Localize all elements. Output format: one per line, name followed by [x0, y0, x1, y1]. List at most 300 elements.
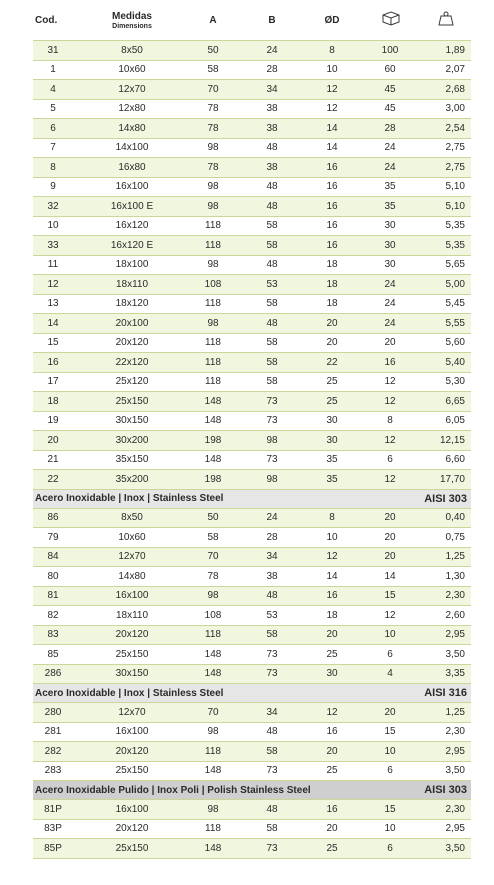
- cell-od: 10: [305, 528, 359, 548]
- cell-medidas: 8x50: [77, 41, 187, 61]
- table-row: [33, 431, 471, 451]
- table-row: [33, 508, 471, 528]
- cell-weight: 1,30: [421, 567, 471, 587]
- cell-box-qty: 10: [359, 819, 421, 839]
- table-row: [33, 625, 471, 645]
- cell-medidas: 18x110: [77, 606, 187, 626]
- cell-weight: 3,35: [421, 664, 471, 684]
- cell-medidas: 18x110: [77, 275, 187, 295]
- cell-medidas: 16x100: [77, 586, 187, 606]
- cod-value: 286: [44, 668, 62, 680]
- cod-value: 6: [50, 122, 56, 134]
- cell-box-qty: 12: [359, 606, 421, 626]
- cell-box-qty: 20: [359, 528, 421, 548]
- section-title: Acero Inoxidable Pulido | Inox Poli | Polish Stainless Steel: [33, 781, 421, 800]
- cell-medidas: 12x70: [77, 547, 187, 567]
- cell-b: 58: [239, 819, 305, 839]
- cell-a: 70: [187, 547, 239, 567]
- cell-box-qty: 6: [359, 761, 421, 781]
- cell-od: 18: [305, 275, 359, 295]
- table-row: [33, 275, 471, 295]
- cell-a: 148: [187, 411, 239, 431]
- cell-b: 38: [239, 567, 305, 587]
- cell-medidas: 25x150: [77, 839, 187, 859]
- table-row: [33, 41, 471, 61]
- cod-value: 13: [47, 298, 59, 310]
- section-title: Acero Inoxidable | Inox | Stainless Steel: [33, 489, 421, 508]
- cell-medidas: 16x100 E: [77, 197, 187, 217]
- cell-cod: [33, 606, 77, 626]
- cell-a: 98: [187, 197, 239, 217]
- cell-od: 12: [305, 703, 359, 723]
- cell-medidas: 20x120: [77, 819, 187, 839]
- cell-weight: 1,89: [421, 41, 471, 61]
- cell-b: 38: [239, 99, 305, 119]
- cell-medidas: 35x200: [77, 470, 187, 490]
- cell-b: 73: [239, 761, 305, 781]
- cell-cod: [33, 60, 77, 80]
- cell-b: 58: [239, 236, 305, 256]
- cell-cod: [33, 586, 77, 606]
- header-b: B: [239, 0, 305, 41]
- table-row: [33, 197, 471, 217]
- table-row: [33, 177, 471, 197]
- cod-value: 1: [50, 64, 56, 76]
- cod-value: 4: [50, 83, 56, 95]
- cell-b: 58: [239, 353, 305, 373]
- cell-a: 148: [187, 839, 239, 859]
- cod-value: 20: [47, 434, 59, 446]
- cell-cod: [33, 333, 77, 353]
- cell-od: 10: [305, 60, 359, 80]
- cell-b: 73: [239, 839, 305, 859]
- cell-b: 38: [239, 158, 305, 178]
- cell-cod: [33, 470, 77, 490]
- cell-od: 12: [305, 547, 359, 567]
- cell-a: 78: [187, 99, 239, 119]
- cell-box-qty: 12: [359, 392, 421, 412]
- cell-cod: [33, 431, 77, 451]
- cell-a: 118: [187, 372, 239, 392]
- table-row: [33, 586, 471, 606]
- cell-od: 30: [305, 431, 359, 451]
- cod-value: 11: [47, 259, 59, 271]
- cell-cod: [33, 314, 77, 334]
- cell-b: 48: [239, 177, 305, 197]
- cod-value: 12: [47, 278, 59, 290]
- cell-b: 48: [239, 722, 305, 742]
- cell-cod: [33, 158, 77, 178]
- table-row: [33, 547, 471, 567]
- cell-od: 16: [305, 158, 359, 178]
- cell-a: 98: [187, 800, 239, 820]
- cell-b: 24: [239, 41, 305, 61]
- cell-weight: 6,05: [421, 411, 471, 431]
- cell-box-qty: 20: [359, 508, 421, 528]
- table-row: [33, 839, 471, 859]
- header-a: A: [187, 0, 239, 41]
- cell-od: 14: [305, 567, 359, 587]
- cell-weight: 2,68: [421, 80, 471, 100]
- cell-a: 98: [187, 177, 239, 197]
- cell-box-qty: 24: [359, 275, 421, 295]
- cell-a: 118: [187, 294, 239, 314]
- cell-medidas: 14x80: [77, 119, 187, 139]
- cod-value: 16: [47, 356, 59, 368]
- cell-od: 16: [305, 216, 359, 236]
- cell-box-qty: 28: [359, 119, 421, 139]
- cod-value: 86: [47, 512, 59, 524]
- cell-box-qty: 16: [359, 353, 421, 373]
- cell-medidas: 16x100: [77, 800, 187, 820]
- cell-b: 48: [239, 197, 305, 217]
- cell-weight: 2,75: [421, 138, 471, 158]
- cell-box-qty: 45: [359, 99, 421, 119]
- cod-value: 85P: [44, 842, 62, 854]
- cod-value: 280: [44, 706, 62, 718]
- header-medidas: [77, 0, 187, 41]
- cell-weight: 5,40: [421, 353, 471, 373]
- cell-od: 16: [305, 722, 359, 742]
- section-header: [33, 684, 471, 703]
- cell-medidas: 16x100: [77, 722, 187, 742]
- cod-value: 14: [47, 317, 59, 329]
- table-row: [33, 606, 471, 626]
- cell-od: 20: [305, 742, 359, 762]
- cell-box-qty: 20: [359, 333, 421, 353]
- cell-weight: 2,95: [421, 625, 471, 645]
- cell-cod: [33, 528, 77, 548]
- cell-cod: [33, 80, 77, 100]
- cell-box-qty: 4: [359, 664, 421, 684]
- section-code: AISI 316: [421, 684, 471, 703]
- cell-box-qty: 24: [359, 138, 421, 158]
- box-icon: [382, 11, 398, 25]
- cell-weight: 0,75: [421, 528, 471, 548]
- cell-od: 14: [305, 119, 359, 139]
- cell-a: 198: [187, 470, 239, 490]
- cell-b: 48: [239, 314, 305, 334]
- cell-medidas: 22x120: [77, 353, 187, 373]
- cell-medidas: 16x120: [77, 216, 187, 236]
- cell-box-qty: 12: [359, 372, 421, 392]
- cod-value: 31: [47, 44, 59, 56]
- cell-a: 50: [187, 508, 239, 528]
- cod-value: 83P: [44, 823, 62, 835]
- table-header: [33, 0, 471, 41]
- cell-medidas: 25x120: [77, 372, 187, 392]
- cell-medidas: 16x120 E: [77, 236, 187, 256]
- cod-value: 81P: [44, 803, 62, 815]
- table-row: [33, 819, 471, 839]
- header-od: ØD: [305, 0, 359, 41]
- table-row: [33, 528, 471, 548]
- cell-cod: [33, 722, 77, 742]
- cell-a: 118: [187, 353, 239, 373]
- cell-a: 50: [187, 41, 239, 61]
- cell-weight: 5,45: [421, 294, 471, 314]
- cod-value: 33: [47, 239, 59, 251]
- table-row: [33, 411, 471, 431]
- cell-a: 148: [187, 664, 239, 684]
- cell-a: 78: [187, 567, 239, 587]
- cod-value: 10: [47, 220, 59, 232]
- cell-weight: 3,50: [421, 645, 471, 665]
- header-medidas-label: Medidas: [111, 10, 152, 22]
- cell-od: 16: [305, 177, 359, 197]
- cell-a: 118: [187, 333, 239, 353]
- cell-b: 58: [239, 333, 305, 353]
- table-row: [33, 99, 471, 119]
- table-row: [33, 60, 471, 80]
- cell-a: 78: [187, 119, 239, 139]
- cod-value: 283: [44, 765, 62, 777]
- cell-a: 118: [187, 742, 239, 762]
- cell-cod: [33, 99, 77, 119]
- cell-weight: 0,40: [421, 508, 471, 528]
- cell-cod: [33, 119, 77, 139]
- cell-weight: 17,70: [421, 470, 471, 490]
- cell-box-qty: 8: [359, 411, 421, 431]
- cell-cod: [33, 819, 77, 839]
- cell-b: 34: [239, 547, 305, 567]
- table-row: [33, 722, 471, 742]
- cell-medidas: 20x120: [77, 742, 187, 762]
- cell-cod: [33, 372, 77, 392]
- cell-cod: [33, 392, 77, 412]
- weight-icon: [438, 11, 454, 25]
- cell-weight: 2,30: [421, 722, 471, 742]
- cell-weight: 1,25: [421, 547, 471, 567]
- cell-od: 8: [305, 508, 359, 528]
- table-row: [33, 294, 471, 314]
- table-row: [33, 761, 471, 781]
- cell-a: 108: [187, 275, 239, 295]
- cell-weight: 6,65: [421, 392, 471, 412]
- cell-weight: 12,15: [421, 431, 471, 451]
- cell-medidas: 25x150: [77, 645, 187, 665]
- cell-weight: 2,30: [421, 586, 471, 606]
- cell-weight: 5,10: [421, 197, 471, 217]
- cell-cod: [33, 41, 77, 61]
- table-row: [33, 80, 471, 100]
- cod-value: 18: [47, 395, 59, 407]
- cod-value: 85: [47, 648, 59, 660]
- cell-a: 148: [187, 761, 239, 781]
- cod-value: 22: [47, 473, 59, 485]
- cell-weight: 6,60: [421, 450, 471, 470]
- cell-cod: [33, 294, 77, 314]
- cell-cod: [33, 411, 77, 431]
- cell-od: 35: [305, 470, 359, 490]
- cell-a: 108: [187, 606, 239, 626]
- cell-a: 118: [187, 236, 239, 256]
- cell-box-qty: 35: [359, 197, 421, 217]
- cell-b: 34: [239, 703, 305, 723]
- cell-cod: [33, 664, 77, 684]
- cell-box-qty: 30: [359, 236, 421, 256]
- cell-weight: 5,65: [421, 255, 471, 275]
- cod-value: 81: [47, 590, 59, 602]
- table-row: [33, 664, 471, 684]
- table-row: [33, 645, 471, 665]
- cell-box-qty: 12: [359, 431, 421, 451]
- cell-box-qty: 24: [359, 158, 421, 178]
- cell-weight: 5,00: [421, 275, 471, 295]
- cell-od: 18: [305, 294, 359, 314]
- table-row: [33, 392, 471, 412]
- cell-b: 48: [239, 586, 305, 606]
- cell-a: 148: [187, 450, 239, 470]
- cell-b: 58: [239, 742, 305, 762]
- cell-a: 70: [187, 703, 239, 723]
- cell-b: 98: [239, 470, 305, 490]
- cell-box-qty: 6: [359, 645, 421, 665]
- cell-a: 98: [187, 586, 239, 606]
- cell-cod: [33, 138, 77, 158]
- table-row: [33, 236, 471, 256]
- table-row: [33, 567, 471, 587]
- cell-od: 25: [305, 645, 359, 665]
- cell-od: 16: [305, 800, 359, 820]
- cell-cod: [33, 353, 77, 373]
- cell-a: 98: [187, 314, 239, 334]
- cell-weight: 2,30: [421, 800, 471, 820]
- cell-box-qty: 30: [359, 255, 421, 275]
- cell-od: 20: [305, 314, 359, 334]
- cell-box-qty: 14: [359, 567, 421, 587]
- cod-value: 79: [47, 531, 59, 543]
- cell-weight: 5,55: [421, 314, 471, 334]
- cod-value: 7: [50, 142, 56, 154]
- cell-od: 12: [305, 80, 359, 100]
- cell-b: 73: [239, 645, 305, 665]
- cell-medidas: 30x150: [77, 664, 187, 684]
- cell-od: 30: [305, 411, 359, 431]
- cell-b: 28: [239, 528, 305, 548]
- cell-medidas: 30x150: [77, 411, 187, 431]
- cod-value: 5: [50, 103, 56, 115]
- cell-b: 28: [239, 60, 305, 80]
- cod-value: 80: [47, 570, 59, 582]
- header-cod: Cod.: [33, 0, 77, 41]
- cell-od: 22: [305, 353, 359, 373]
- header-weight: [421, 0, 471, 41]
- cell-od: 16: [305, 586, 359, 606]
- cell-weight: 3,00: [421, 99, 471, 119]
- cell-b: 24: [239, 508, 305, 528]
- product-table: [33, 0, 471, 859]
- table-row: [33, 353, 471, 373]
- cell-b: 34: [239, 80, 305, 100]
- section-code: AISI 303: [421, 781, 471, 800]
- cell-od: 25: [305, 392, 359, 412]
- cell-medidas: 25x150: [77, 392, 187, 412]
- cod-value: 15: [47, 337, 59, 349]
- cell-cod: [33, 450, 77, 470]
- cell-od: 12: [305, 99, 359, 119]
- cell-cod: [33, 508, 77, 528]
- cell-weight: 3,50: [421, 839, 471, 859]
- cell-cod: [33, 177, 77, 197]
- table-body: [33, 41, 471, 859]
- cell-box-qty: 6: [359, 450, 421, 470]
- cell-box-qty: 24: [359, 294, 421, 314]
- cell-b: 48: [239, 255, 305, 275]
- cell-weight: 5,35: [421, 236, 471, 256]
- cell-b: 73: [239, 411, 305, 431]
- cell-od: 16: [305, 197, 359, 217]
- section-title: Acero Inoxidable | Inox | Stainless Steel: [33, 684, 421, 703]
- cell-weight: 5,10: [421, 177, 471, 197]
- cell-cod: [33, 275, 77, 295]
- cell-cod: [33, 703, 77, 723]
- cell-a: 70: [187, 80, 239, 100]
- table-row: [33, 333, 471, 353]
- header-dimensions-label: Dimensions: [112, 22, 152, 30]
- cell-box-qty: 15: [359, 722, 421, 742]
- cod-value: 32: [47, 200, 59, 212]
- cod-value: 8: [50, 161, 56, 173]
- cell-medidas: 18x100: [77, 255, 187, 275]
- cell-b: 38: [239, 119, 305, 139]
- cell-weight: 5,35: [421, 216, 471, 236]
- cell-a: 58: [187, 60, 239, 80]
- table-row: [33, 450, 471, 470]
- cell-a: 78: [187, 158, 239, 178]
- table-row: [33, 216, 471, 236]
- cell-b: 48: [239, 800, 305, 820]
- cell-medidas: 18x120: [77, 294, 187, 314]
- cell-od: 20: [305, 819, 359, 839]
- cell-box-qty: 15: [359, 800, 421, 820]
- table-row: [33, 158, 471, 178]
- cell-cod: [33, 761, 77, 781]
- cod-value: 17: [47, 376, 59, 388]
- cell-box-qty: 12: [359, 470, 421, 490]
- cell-od: 20: [305, 625, 359, 645]
- cell-box-qty: 45: [359, 80, 421, 100]
- cod-value: 84: [47, 551, 59, 563]
- cell-weight: 2,95: [421, 819, 471, 839]
- section-header: [33, 489, 471, 508]
- cell-medidas: 16x100: [77, 177, 187, 197]
- cell-medidas: 10x60: [77, 528, 187, 548]
- cod-value: 282: [44, 745, 62, 757]
- table-row: [33, 800, 471, 820]
- cell-cod: [33, 839, 77, 859]
- cell-medidas: 8x50: [77, 508, 187, 528]
- table-row: [33, 314, 471, 334]
- cod-value: 83: [47, 629, 59, 641]
- cell-od: 25: [305, 761, 359, 781]
- cod-value: 82: [47, 609, 59, 621]
- cell-medidas: 20x120: [77, 625, 187, 645]
- cell-a: 118: [187, 625, 239, 645]
- cell-cod: [33, 216, 77, 236]
- cell-medidas: 16x80: [77, 158, 187, 178]
- cod-value: 9: [50, 181, 56, 193]
- cell-a: 98: [187, 138, 239, 158]
- cell-od: 8: [305, 41, 359, 61]
- cell-b: 73: [239, 450, 305, 470]
- cell-weight: 2,54: [421, 119, 471, 139]
- table-row: [33, 703, 471, 723]
- cell-cod: [33, 255, 77, 275]
- cell-b: 98: [239, 431, 305, 451]
- table-row: [33, 119, 471, 139]
- cell-box-qty: 6: [359, 839, 421, 859]
